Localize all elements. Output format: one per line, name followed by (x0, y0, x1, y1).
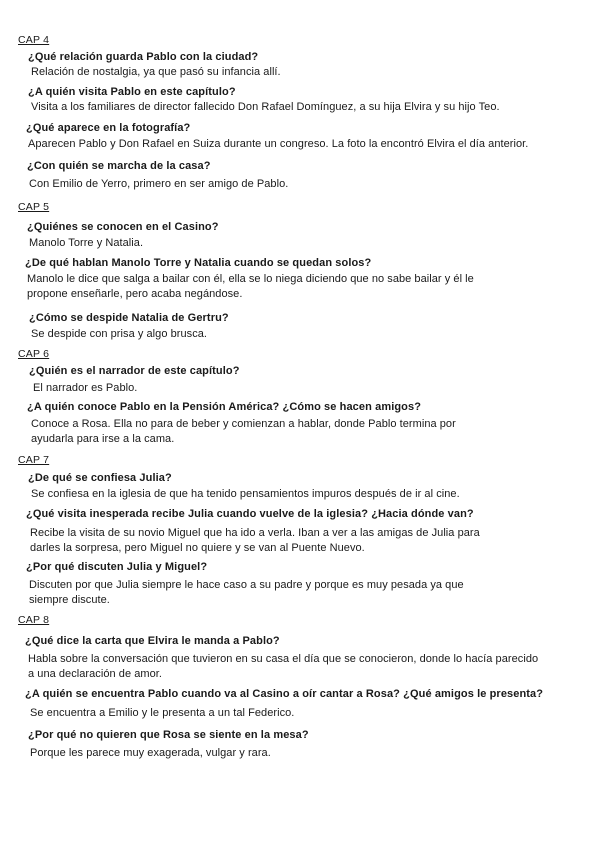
question: ¿Cómo se despide Natalia de Gertru? (29, 312, 229, 324)
question: ¿Por qué no quieren que Rosa se siente en la mesa? (28, 729, 309, 741)
answer (30, 706, 294, 721)
answer-line: ayudarla para irse a la cama. (31, 433, 175, 445)
answer-line: siempre discute. (29, 594, 110, 606)
answer (28, 137, 528, 152)
answer-line: Recibe la visita de su novio Miguel que ha ido a verla. Iban a ver a las amigas de Julia para (30, 527, 480, 539)
answer-line: El narrador es Pablo. (33, 382, 138, 394)
answer (31, 65, 281, 80)
chapter-heading: CAP 5 (18, 201, 50, 213)
question: ¿Quiénes se conocen en el Casino? (27, 221, 219, 233)
answer-line: Con Emilio de Yerro, primero en ser amigo de Pablo. (29, 178, 289, 190)
answer (27, 272, 474, 302)
question: ¿A quién visita Pablo en este capítulo? (28, 86, 236, 98)
answer (28, 652, 538, 682)
question: ¿Por qué discuten Julia y Miguel? (26, 561, 208, 573)
question: ¿De qué se confiesa Julia? (28, 472, 172, 484)
question: ¿De qué hablan Manolo Torre y Natalia cuando se quedan solos? (25, 257, 372, 269)
answer (31, 487, 460, 502)
chapter-heading: CAP 6 (18, 348, 50, 360)
chapter-heading: CAP 4 (18, 34, 50, 46)
answer (31, 100, 500, 115)
answer-line: Se confiesa en la iglesia de que ha tenido pensamientos impuros después de ir al cine. (31, 488, 460, 500)
answer (31, 417, 456, 447)
answer-line: Porque les parece muy exagerada, vulgar y rara. (30, 747, 271, 759)
answer-line: Manolo le dice que salga a bailar con él, ella se lo niega diciendo que no sabe bailar y él le (27, 273, 474, 285)
answer (30, 526, 480, 556)
question: ¿Qué relación guarda Pablo con la ciudad? (28, 51, 259, 63)
answer-line: a una declaración de amor. (28, 668, 162, 680)
question: ¿Qué visita inesperada recibe Julia cuando vuelve de la iglesia? ¿Hacia dónde van? (26, 508, 474, 520)
answer-line: Visita a los familiares de director fallecido Don Rafael Domínguez, a su hija Elvira y su hijo Teo. (31, 101, 500, 113)
answer-line: Manolo Torre y Natalia. (29, 237, 144, 249)
question: ¿Quién es el narrador de este capítulo? (29, 365, 240, 377)
answer-line: Discuten por que Julia siempre le hace caso a su padre y porque es muy pesada ya que (29, 579, 464, 591)
question: ¿Con quién se marcha de la casa? (27, 160, 211, 172)
chapter-heading: CAP 7 (18, 454, 50, 466)
answer-line: Conoce a Rosa. Ella no para de beber y comienzan a hablar, donde Pablo termina por (31, 418, 456, 430)
answer-line: propone enseñarle, pero acaba negándose. (27, 288, 243, 300)
question: ¿Qué aparece en la fotografía? (26, 122, 191, 134)
answer-line: Relación de nostalgia, ya que pasó su infancia allí. (31, 66, 281, 78)
question: ¿A quién se encuentra Pablo cuando va al Casino a oír cantar a Rosa? ¿Qué amigos le presenta? (25, 688, 544, 700)
answer-line: darles la sorpresa, pero Miguel no quiere y se van al Puente Nuevo. (30, 542, 365, 554)
answer (29, 578, 464, 608)
answer (29, 177, 288, 192)
answer-line: Se despide con prisa y algo brusca. (31, 328, 208, 340)
chapter-heading: CAP 8 (18, 614, 50, 626)
answer (29, 236, 143, 251)
answer (30, 746, 271, 761)
answer-line: Aparecen Pablo y Don Rafael en Suiza durante un congreso. La foto la encontró Elvira el día anterior. (28, 138, 529, 150)
answer-line: Se encuentra a Emilio y le presenta a un tal Federico. (30, 707, 295, 719)
answer (33, 381, 137, 396)
question: ¿Qué dice la carta que Elvira le manda a Pablo? (25, 635, 280, 647)
question: ¿A quién conoce Pablo en la Pensión América? ¿Cómo se hacen amigos? (27, 401, 422, 413)
answer-line: Habla sobre la conversación que tuvieron en su casa el día que se conocieron, donde lo hacía parecido (28, 653, 539, 665)
answer (31, 327, 207, 342)
